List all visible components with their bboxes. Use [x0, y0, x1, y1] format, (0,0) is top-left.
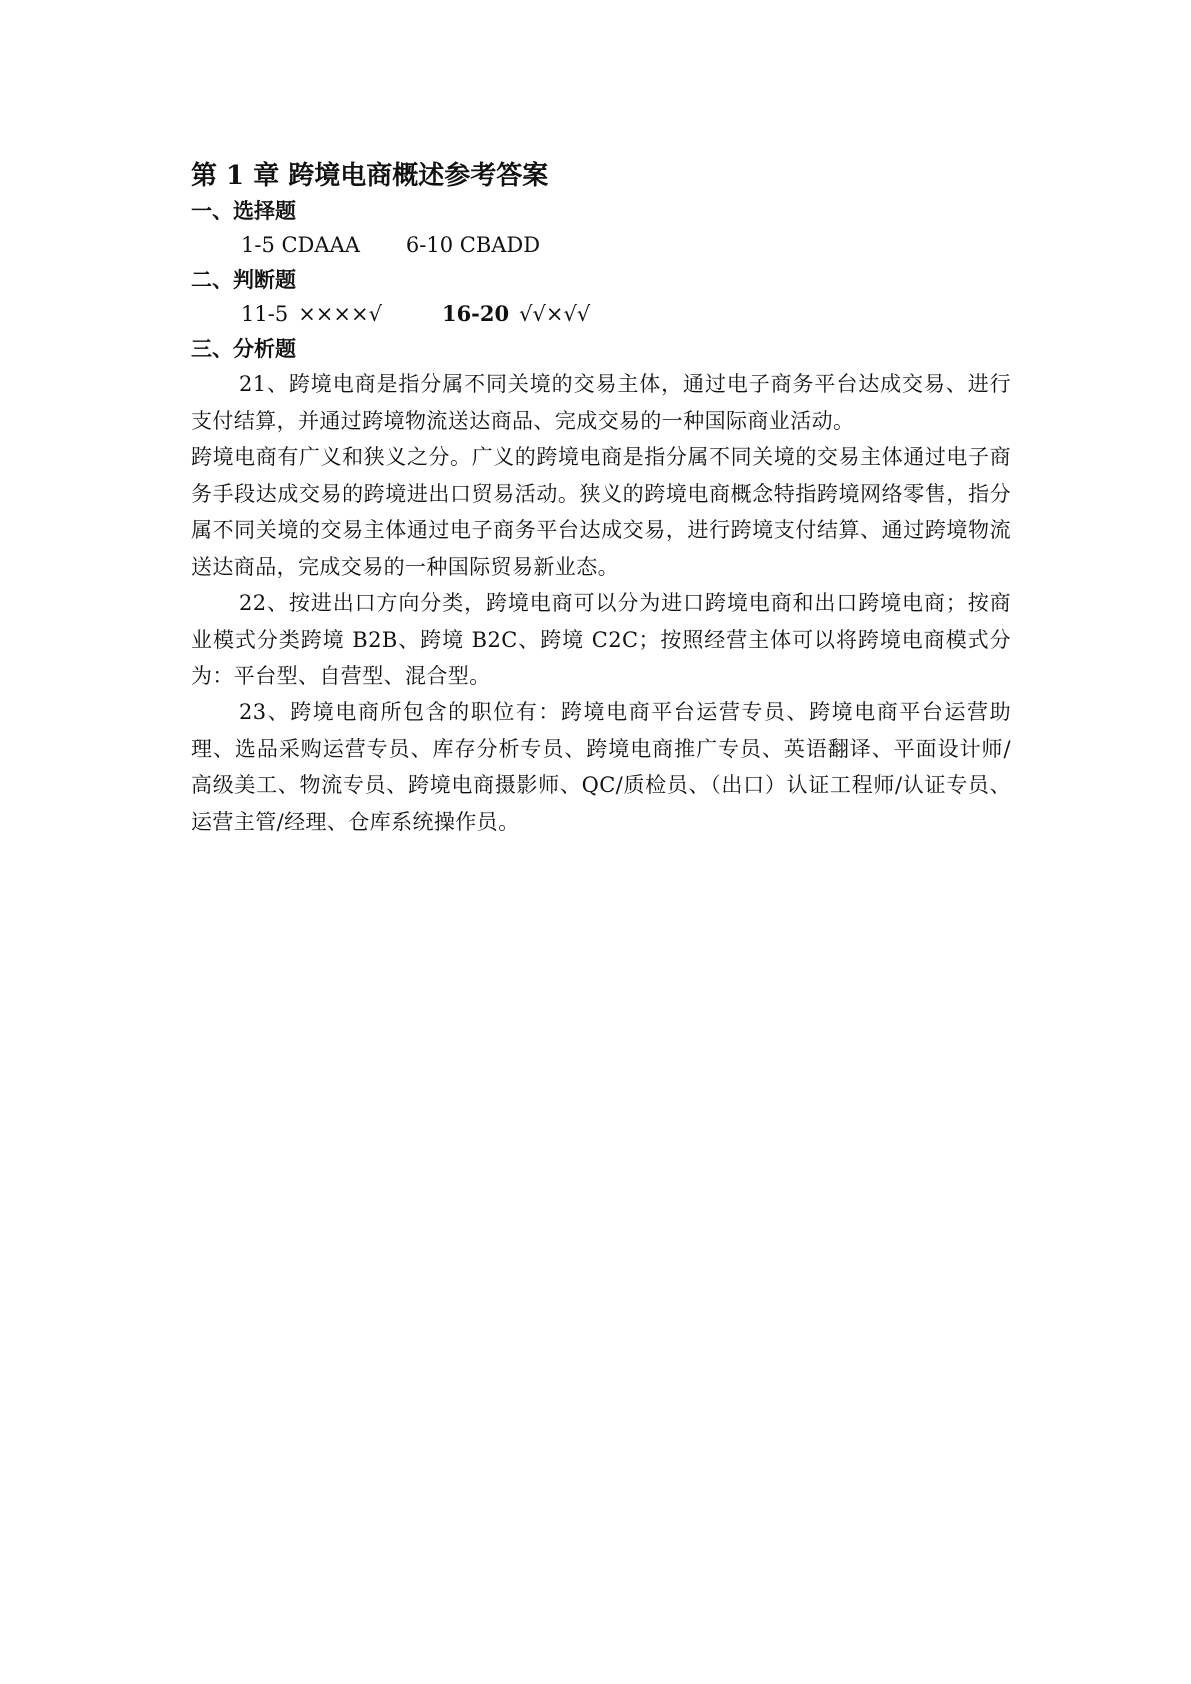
answer-21-paragraph: 21、跨境电商是指分属不同关境的交易主体，通过电子商务平台达成交易、进行支付结算，并通过跨境物流送达商品、完成交易的一种国际商业活动。 [191, 372, 1011, 433]
section-heading-analysis: 三、分析题 [191, 336, 296, 361]
answer-marks-16-20: √√×√√ [519, 302, 591, 326]
answer-range-11-15: 11-5 [241, 302, 289, 326]
answer-21-continuation-paragraph: 跨境电商有广义和狭义之分。广义的跨境电商是指分属不同关境的交易主体通过电子商务手段达成交易的跨境进出口贸易活动。狭义的跨境电商概念特指跨境网络零售，指分属不同关境的交易主体通过电子商务平台达成交易，进行跨境支付结算、通过跨境物流送达商品，完成交易的一种国际贸易新业态。 [191, 445, 1011, 579]
answer-marks-11-15: ××××√ [298, 302, 382, 326]
answer-range-16-20: 16-20 [441, 301, 510, 326]
multiple-choice-answers [241, 230, 1011, 260]
section-heading-multiple-choice: 一、选择题 [191, 198, 296, 223]
answer-23-paragraph: 23、跨境电商所包含的职位有：跨境电商平台运营专员、跨境电商平台运营助理、选品采购运营专员、库存分析专员、跨境电商推广专员、英语翻译、平面设计师/高级美工、物流专员、跨境电商摄影师、QC/质检员、（出口）认证工程师/认证专员、运营主管/经理、仓库系统操作员。 [191, 700, 1011, 834]
answer-6-10: 6-10 CBADD [405, 233, 541, 257]
section-heading-true-false: 二、判断题 [191, 267, 296, 292]
chapter-title: 第 1 章 跨境电商概述参考答案 [191, 161, 549, 191]
answer-22-paragraph: 22、按进出口方向分类，跨境电商可以分为进口跨境电商和出口跨境电商；按商业模式分类跨境 B2B、跨境 B2C、跨境 C2C；按照经营主体可以将跨境电商模式分为：平台型、自营型、混合型。 [191, 591, 1011, 688]
answer-1-5: 1-5 CDAAA [241, 233, 360, 257]
true-false-answers [241, 299, 1011, 329]
